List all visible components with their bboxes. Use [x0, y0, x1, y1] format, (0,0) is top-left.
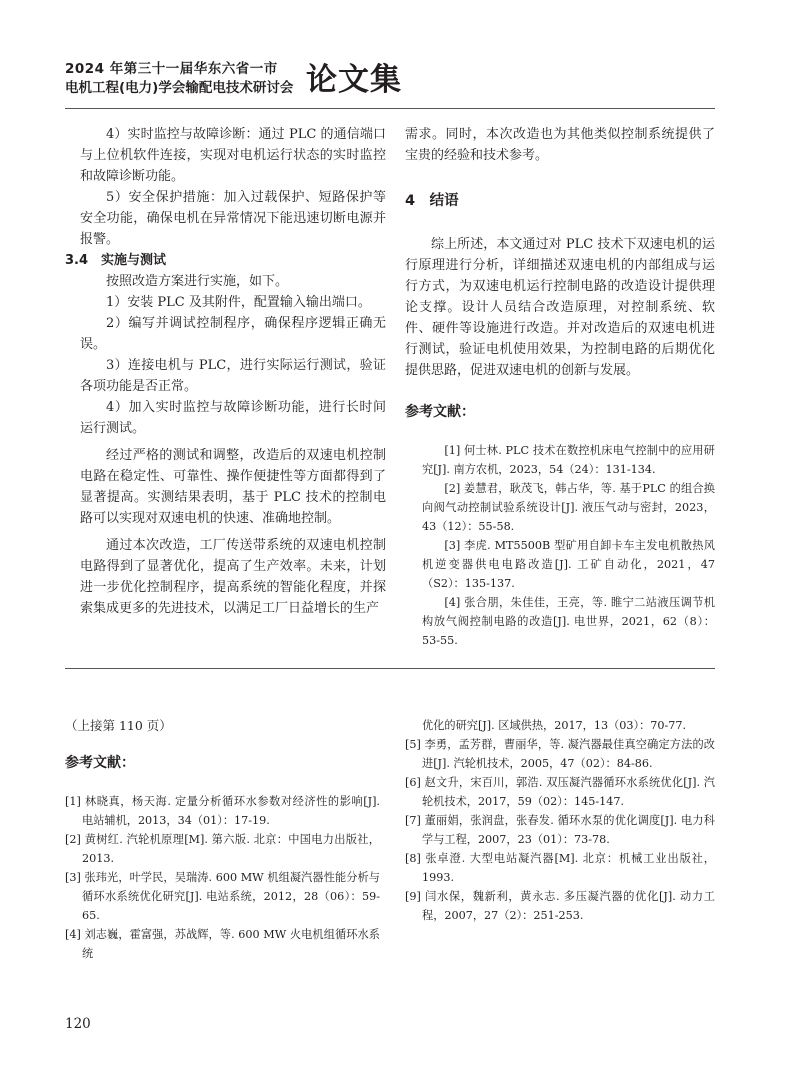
reference-item: [1] 林晓真，杨天海. 定量分析循环水参数对经济性的影响[J]. 电站辅机，2013，34（01）：17-19.	[65, 795, 380, 827]
reference-item: [3] 李虎. MT5500B 型矿用自卸卡车主发电机散热风机逆变器供电电路改造[J]. 工矿自动化，2021，47（S2）：135-137.	[422, 539, 715, 590]
upper-left-column	[65, 124, 386, 619]
reference-item: [5] 李勇，孟芳群，曹丽华，等. 凝汽器最佳真空确定方法的改进[J]. 汽轮机技术，2005，47（02）：84-86.	[405, 738, 715, 770]
page-number: 120	[65, 1016, 91, 1032]
paragraph: 3）连接电机与 PLC，进行实际运行测试，验证各项功能是否正常。	[80, 358, 386, 394]
paragraph: 1）安装 PLC 及其附件，配置输入输出端口。	[106, 295, 371, 310]
reference-list	[405, 441, 715, 650]
paragraph: 综上所述，本文通过对 PLC 技术下双速电机的运行原理进行分析，详细描述双速电机的内部组成与运行方式，为双速电机运行控制电路的改造设计提供理论支撑。设计人员结合改造原理，对控制系统、软件、硬件等设施进行改造。并对改造后的双速电机进行测试，验证电机使用效果，为控制电路的后期优化提供思路，促进双速电机的创新与发展。	[405, 237, 715, 378]
reference-item: [2] 黄树红. 汽轮机原理[M]. 第六版. 北京：中国电力出版社，2013.	[65, 833, 380, 865]
header-line-2: 电机工程(电力)学会输配电技术研讨会	[65, 80, 294, 96]
reference-continuation: 优化的研究[J]. 区域供热，2017，13（03）：70-77.	[422, 719, 687, 732]
subsection-heading: 3.4 实施与测试	[65, 253, 167, 268]
references-heading: 参考文献：	[405, 404, 475, 420]
reference-item: [1] 何士林. PLC 技术在数控机床电气控制中的应用研究[J]. 南方农机，2023，54（24）：131-134.	[422, 444, 715, 476]
paragraph: 2）编写并调试控制程序，确保程序逻辑正确无误。	[80, 316, 386, 352]
reference-item: [2] 姜慧君，耿茂飞，韩占华，等. 基于PLC 的组合换向阀气动控制试验系统设计[J]. 液压气动与密封，2023，43（12）：55-58.	[422, 482, 715, 533]
header-line-1: 2024 年第三十一届华东六省一市	[65, 61, 278, 77]
upper-right-column	[405, 124, 715, 650]
reference-item: [8] 张卓澄. 大型电站凝汽器[M]. 北京：机械工业出版社，1993.	[405, 852, 715, 884]
paragraph: 需求。同时，本次改造也为其他类似控制系统提供了宝贵的经验和技术参考。	[405, 127, 715, 163]
reference-item: [4] 张合朋，朱佳佳，王亮，等. 睢宁二站液压调节机构放气阀控制电路的改造[J]. 电世界，2021，62（8）：53-55.	[422, 596, 715, 647]
lower-left-column	[65, 716, 380, 963]
paragraph: 5）安全保护措施：加入过载保护、短路保护等安全功能，确保电机在异常情况下能迅速切断电源并报警。	[80, 190, 386, 247]
section-heading: 4 结语	[405, 193, 459, 209]
paragraph: 通过本次改造，工厂传送带系统的双速电机控制电路得到了显著优化，提高了生产效率。未来，计划进一步优化控制程序，提高系统的智能化程度，并探索集成更多的先进技术，以满足工厂日益增长的生产	[80, 538, 386, 616]
paragraph: 4）实时监控与故障诊断：通过 PLC 的通信端口与上位机软件连接，实现对电机运行状态的实时监控和故障诊断功能。	[80, 127, 386, 184]
section-divider	[65, 668, 715, 669]
lower-right-column	[405, 716, 715, 925]
reference-item: [4] 刘志巍，霍富强，苏战辉，等. 600 MW 火电机组循环水系统	[65, 928, 380, 960]
reference-item: [3] 张玮光，叶学民，吴瑞涛. 600 MW 机组凝汽器性能分析与循环水系统优化研究[J]. 电站系统，2012，28（06）：59-65.	[65, 871, 380, 922]
header-title: 论文集	[306, 62, 402, 98]
reference-item: [6] 赵文升，宋百川，郭浩. 双压凝汽器循环水系统优化[J]. 汽轮机技术，2017，59（02）：145-147.	[405, 776, 715, 808]
continued-note: （上接第 110 页）	[65, 718, 172, 733]
header-rule	[65, 108, 715, 109]
references-heading: 参考文献：	[65, 755, 135, 771]
reference-item: [9] 闫水保，魏新利，黄永志. 多压凝汽器的优化[J]. 动力工程，2007，27（2）：251-253.	[405, 890, 715, 922]
paragraph: 按照改造方案进行实施，如下。	[106, 274, 289, 289]
paragraph: 经过严格的测试和调整，改造后的双速电机控制电路在稳定性、可靠性、操作便捷性等方面都得到了显著提高。实测结果表明，基于 PLC 技术的控制电路可以实现对双速电机的快速、准确地控制。	[80, 448, 386, 526]
paragraph: 4）加入实时监控与故障诊断功能，进行长时间运行测试。	[80, 400, 386, 436]
reference-item: [7] 董丽娟，张润盘，张春发. 循环水泵的优化调度[J]. 电力科学与工程，2007，23（01）：73-78.	[405, 814, 715, 846]
